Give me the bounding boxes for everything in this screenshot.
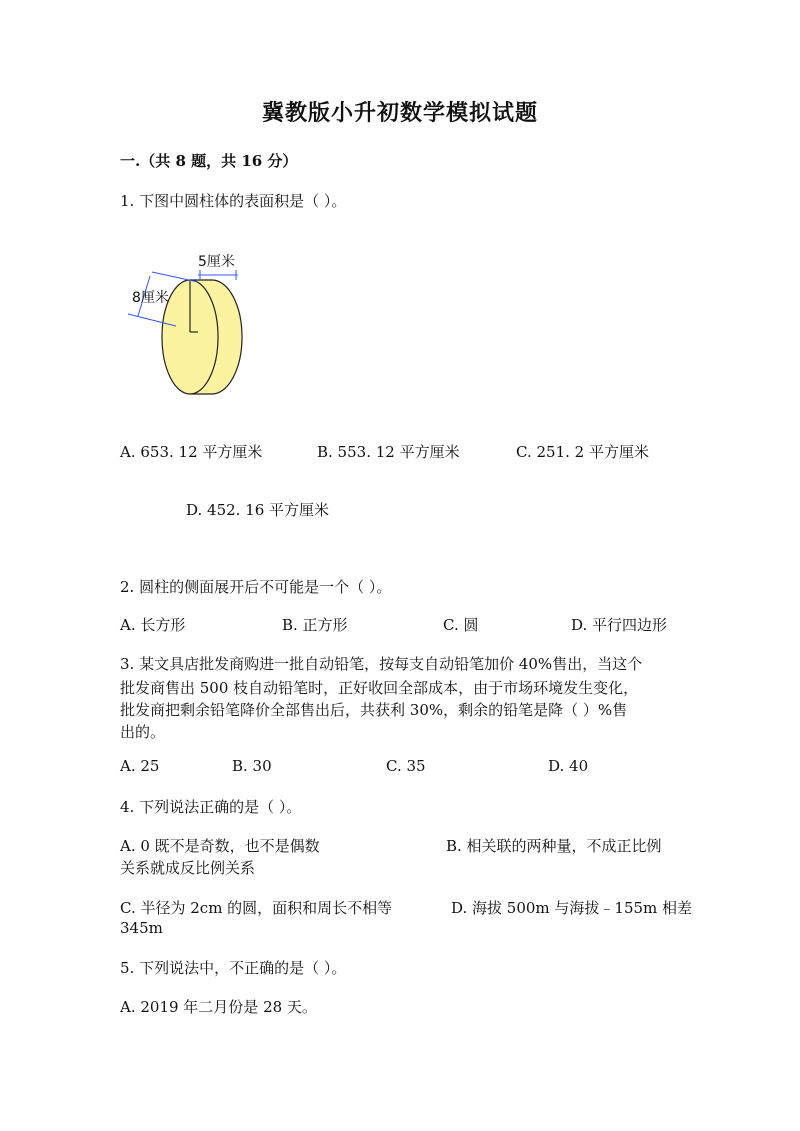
q4-option-d-continued: 345m — [120, 919, 163, 937]
cylinder-figure — [120, 240, 260, 400]
q4-option-b-continued: 关系就成反比例关系 — [120, 859, 256, 877]
q1-option-a: A. 653. 12 平方厘米 — [120, 443, 263, 461]
question-3-stem-line-4: 出的。 — [120, 723, 166, 741]
question-4-stem: 4. 下列说法正确的是（ ）。 — [120, 798, 302, 816]
question-1-stem: 1. 下图中圆柱体的表面积是（ ）。 — [120, 192, 347, 210]
question-2-stem: 2. 圆柱的侧面展开后不可能是一个（ ）。 — [120, 578, 392, 596]
q4-option-b: B. 相关联的两种量，不成正比例 — [446, 837, 662, 855]
q4-option-a: A. 0 既不是奇数，也不是偶数 — [120, 837, 320, 855]
question-3-stem-line-3: 批发商把剩余铅笔降价全部售出后，共获利 30%，剩余的铅笔是降（ ）%售 — [120, 701, 628, 719]
q2-option-a: A. 长方形 — [120, 616, 186, 634]
height-label: 8厘米 — [132, 290, 169, 306]
section-heading: 一.（共 8 题，共 16 分） — [120, 152, 298, 170]
q2-option-b: B. 正方形 — [282, 616, 348, 634]
q3-option-a: A. 25 — [120, 757, 160, 775]
q1-option-b: B. 553. 12 平方厘米 — [317, 443, 460, 461]
radius-label: 5厘米 — [198, 254, 235, 270]
q4-option-d: D. 海拔 500m 与海拔﹣155m 相差 — [451, 899, 693, 917]
q2-option-d: D. 平行四边形 — [571, 616, 668, 634]
question-3-stem-line-1: 3. 某文具店批发商购进一批自动铅笔，按每支自动铅笔加价 40%售出，当这个 — [120, 655, 643, 673]
q1-option-d: D. 452. 16 平方厘米 — [186, 501, 330, 519]
question-3-stem-line-2: 批发商售出 500 枝自动铅笔时，正好收回全部成本，由于市场环境发生变化， — [120, 679, 639, 697]
page-title: 冀教版小升初数学模拟试题 — [261, 100, 538, 126]
q3-option-b: B. 30 — [232, 757, 272, 775]
height-leader-top — [152, 272, 198, 282]
q5-option-a: A. 2019 年二月份是 28 天。 — [120, 998, 317, 1016]
q1-option-c: C. 251. 2 平方厘米 — [516, 443, 649, 461]
q4-option-c: C. 半径为 2cm 的圆，面积和周长不相等 — [120, 899, 393, 917]
q3-option-d: D. 40 — [548, 757, 589, 775]
question-5-stem: 5. 下列说法中，不正确的是（ ）。 — [120, 959, 347, 977]
q3-option-c: C. 35 — [386, 757, 426, 775]
q2-option-c: C. 圆 — [443, 616, 479, 634]
